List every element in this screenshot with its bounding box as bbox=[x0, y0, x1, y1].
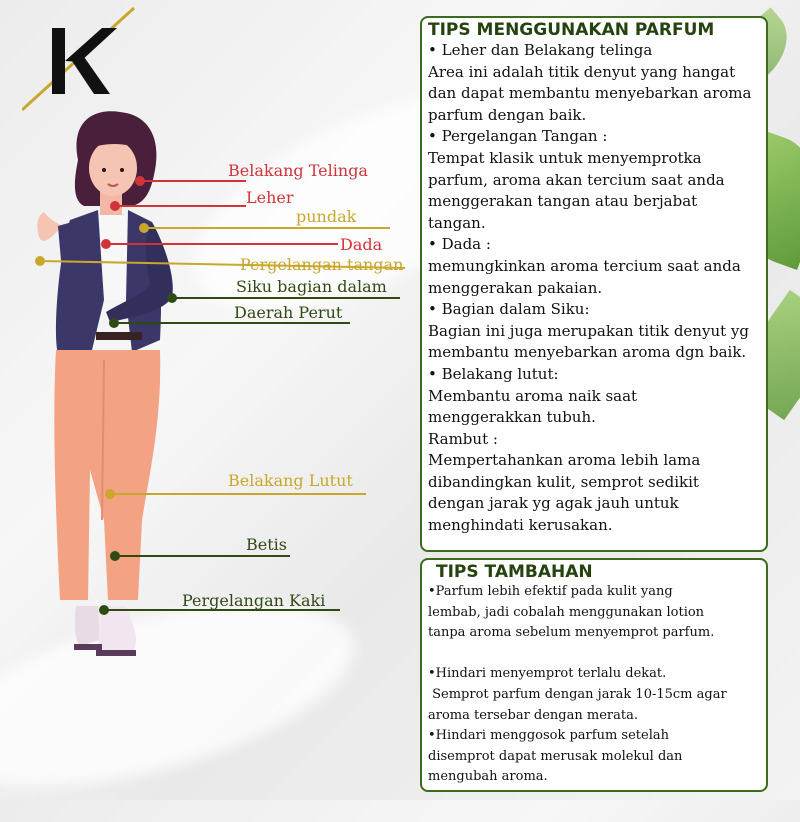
tips-line: • Bagian dalam Siku: bbox=[428, 300, 590, 319]
face bbox=[89, 140, 137, 196]
tips-line: dengan jarak yg agak jauh untuk bbox=[428, 494, 679, 513]
callout-pergelangan-tangan: Pergelangan tangan bbox=[240, 255, 404, 274]
tips-line: • Pergelangan Tangan : bbox=[428, 127, 608, 146]
shoe-left bbox=[75, 606, 100, 646]
tips-line: • Belakang lutut: bbox=[428, 364, 559, 383]
callout-belakang-telinga: Belakang Telinga bbox=[228, 161, 368, 180]
extra-tips-line: •Hindari menyemprot terlalu dekat. bbox=[428, 666, 667, 682]
callout-daerah-perut: Daerah Perut bbox=[234, 303, 343, 322]
pants bbox=[54, 350, 160, 600]
extra-tips-panel bbox=[420, 558, 768, 792]
extra-tips-line: •Hindari menggosok parfum setelah bbox=[428, 728, 669, 744]
extra-tips-line: disemprot dapat merusak molekul dan bbox=[428, 748, 683, 764]
tips-line: menggerakan pakaian. bbox=[428, 278, 603, 297]
callout-siku-bagian-dalam: Siku bagian dalam bbox=[236, 277, 387, 296]
callout-pergelangan-kaki: Pergelangan Kaki bbox=[182, 591, 326, 610]
tips-line: menggerakkan tubuh. bbox=[428, 408, 596, 427]
tips-line: dan dapat membantu menyebarkan aroma bbox=[428, 84, 752, 103]
tips-line: memungkinkan aroma tercium saat anda bbox=[428, 256, 741, 275]
callout-betis: Betis bbox=[246, 535, 287, 554]
tips-line: parfum, aroma akan tercium saat anda bbox=[428, 170, 725, 189]
tips-line: Area ini adalah titik denyut yang hangat bbox=[428, 62, 736, 81]
tips-line: menghindati kerusakan. bbox=[428, 516, 613, 535]
extra-tips-line: aroma tersebar dengan merata. bbox=[428, 707, 638, 723]
tips-title: TIPS MENGGUNAKAN PARFUM bbox=[428, 20, 715, 40]
tips-line: membantu menyebarkan aroma dgn baik. bbox=[428, 343, 747, 362]
tips-line: parfum dengan baik. bbox=[428, 105, 587, 124]
extra-tips-line: •Parfum lebih efektif pada kulit yang bbox=[428, 584, 673, 599]
extra-tips-line: Semprot parfum dengan jarak 10-15cm agar bbox=[428, 686, 727, 702]
callout-leher: Leher bbox=[246, 188, 294, 207]
extra-tips-spacer bbox=[428, 644, 760, 665]
tips-line: Tempat klasik untuk menyemprotka bbox=[428, 148, 702, 167]
callout-belakang-lutut: Belakang Lutut bbox=[228, 471, 353, 490]
tips-line: Bagian ini juga merupakan titik denyut yg bbox=[428, 321, 749, 340]
tips-line: Rambut : bbox=[428, 429, 498, 448]
tips-panel bbox=[420, 16, 768, 552]
extra-tips-line: lembab, jadi cobalah menggunakan lotion bbox=[428, 604, 705, 620]
tips-line: Membantu aroma naik saat bbox=[428, 386, 638, 405]
tips-line: • Dada : bbox=[428, 235, 491, 254]
callout-pundak: pundak bbox=[296, 207, 357, 226]
tips-line: menggerakan tangan atau berjabat bbox=[428, 192, 698, 211]
extra-tips-title: TIPS TAMBAHAN bbox=[436, 562, 593, 582]
tips-line: Mempertahankan aroma lebih lama bbox=[428, 451, 701, 470]
extra-tips-line: tanpa aroma sebelum menyemprot parfum. bbox=[428, 625, 715, 641]
extra-tips-line: mengubah aroma. bbox=[428, 769, 548, 785]
callout-dada: Dada bbox=[340, 235, 383, 254]
tips-line: dibandingkan kulit, semprot sedikit bbox=[428, 472, 699, 491]
tips-line: tangan. bbox=[428, 213, 486, 232]
tips-line: • Leher dan Belakang telinga bbox=[428, 41, 653, 59]
